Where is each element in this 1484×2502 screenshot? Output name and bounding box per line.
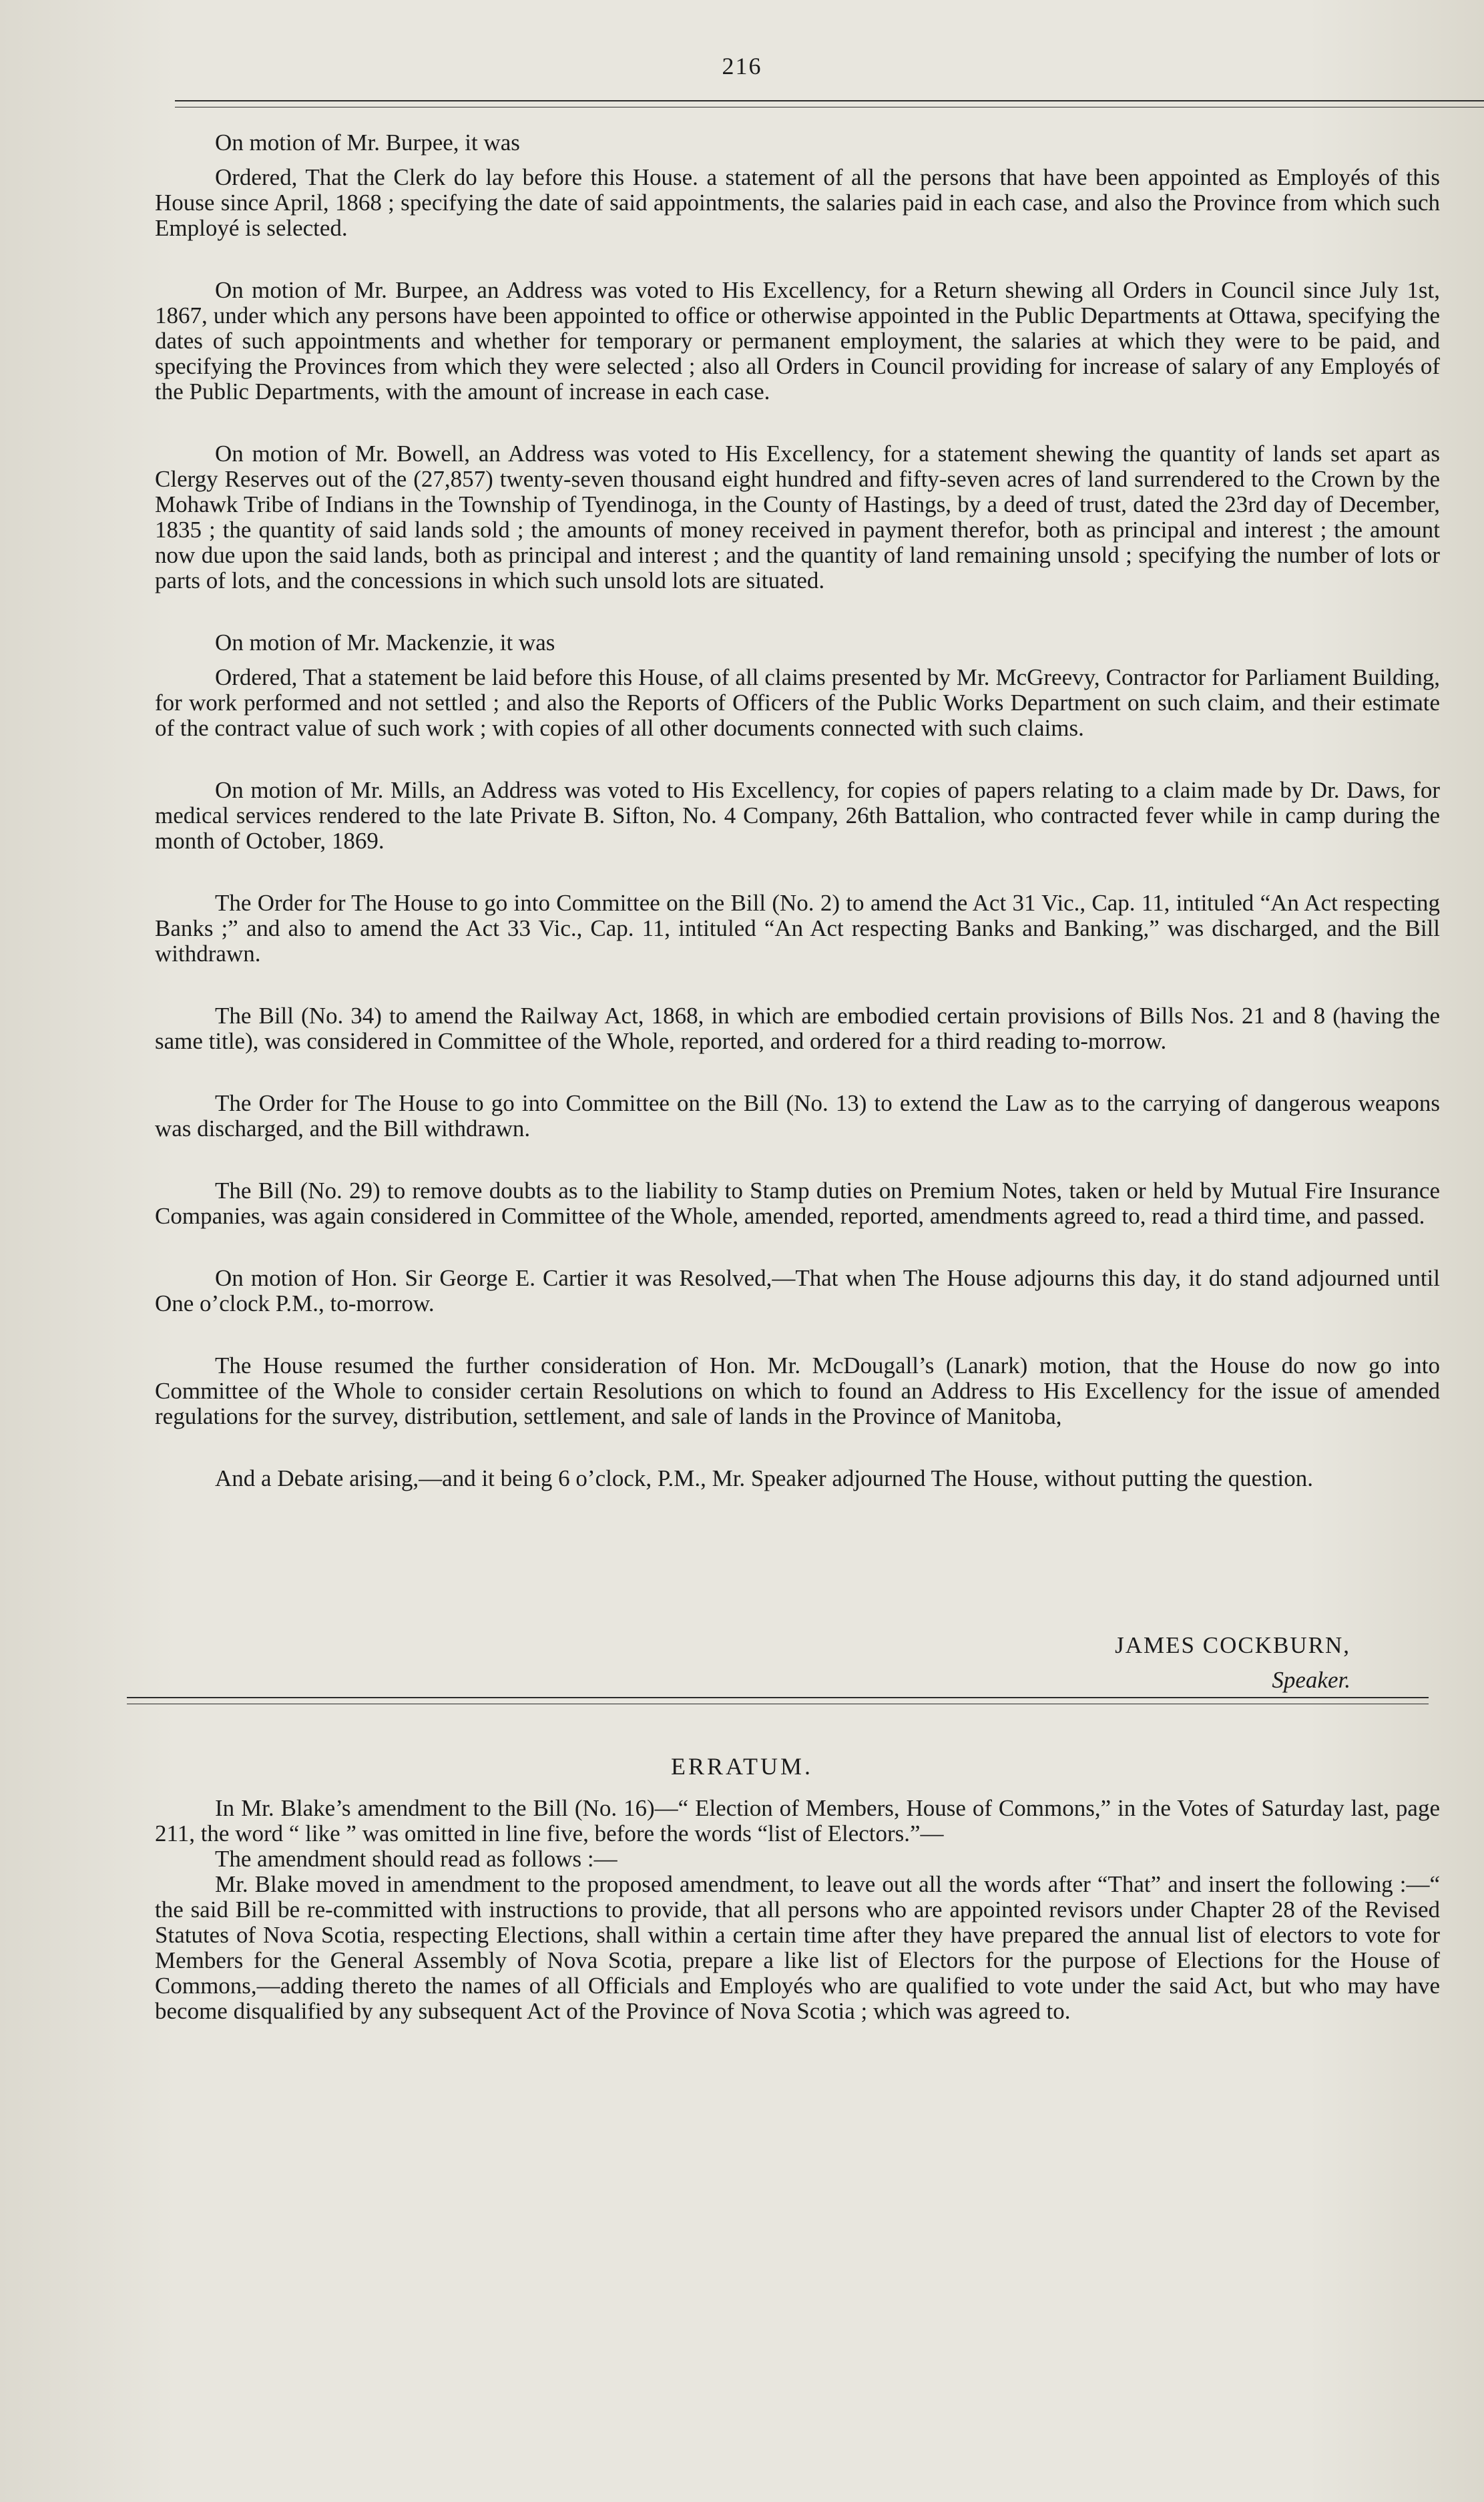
erratum-body <box>155 1796 1440 2024</box>
erratum-title: ERRATUM. <box>670 1753 814 1780</box>
bill-paragraph: The Order for The House to go into Committee on the Bill (No. 13) to extend the Law as to the carrying of dangerous weapons was discharged, and the Bill withdrawn. <box>155 1090 1440 1142</box>
motion-paragraph: On motion of Mr. Mills, an Address was voted to His Excellency, for copies of papers relating to a claim made by Dr. Daws, for medical services rendered to the late Private B. Sifton, No. 4 Company, 26th Battalion, who contracted fever while in camp during the month of October, 1869. <box>155 777 1440 854</box>
signature-name: JAMES COCKBURN, <box>1115 1632 1350 1658</box>
order-paragraph: Ordered, That the Clerk do lay before this House. a statement of all the persons that have been appointed as Employés of this House since April, 1868 ; specifying the date of said appointments, the salaries paid in each case, and also the Province from which such Employé is selected. <box>155 164 1440 241</box>
bill-paragraph: The Bill (No. 29) to remove doubts as to the liability to Stamp duties on Premium Notes, taken or held by Mutual Fire Insurance Companies, was again considered in Committee of the Whole, amended, reported, amendments agreed to, read a third time, and passed. <box>155 1178 1440 1229</box>
motion-paragraph: On motion of Mr. Burpee, it was <box>215 130 520 156</box>
motion-paragraph: On motion of Mr. Mackenzie, it was <box>215 630 555 656</box>
order-paragraph: Ordered, That a statement be laid before this House, of all claims presented by Mr. McGreevy, Contractor for Parliament Building, for work performed and not settled ; and also the Reports of Officers of the Public Works Department on such claim, and their estimate of the contract value of such work ; with copies of all other documents connected with such claims. <box>155 664 1440 741</box>
page-number: 216 <box>722 53 762 79</box>
bill-paragraph: The Order for The House to go into Committee on the Bill (No. 2) to amend the Act 31 Vic., Cap. 11, intituled “An Act respecting Banks ;” and also to amend the Act 33 Vic., Cap. 11, intituled “An Act respecting Banks and Banking,” was discharged, and the Bill withdrawn. <box>155 890 1440 967</box>
header-rule-top <box>175 100 1484 101</box>
signature-title: Speaker. <box>1272 1667 1350 1693</box>
erratum-paragraph: The amendment should read as follows :— <box>215 1846 617 1872</box>
adjournment-paragraph: And a Debate arising,—and it being 6 o’clock, P.M., Mr. Speaker adjourned The House, without putting the question. <box>215 1465 1314 1491</box>
erratum-rule-top <box>127 1697 1429 1698</box>
erratum-paragraph: In Mr. Blake’s amendment to the Bill (No. 16)—“ Election of Members, House of Commons,” in the Votes of Saturday last, page 211, the word “ like ” was omitted in line five, before the words “list of Electors.”— <box>155 1795 1440 1846</box>
debate-paragraph: The House resumed the further consideration of Hon. Mr. McDougall’s (Lanark) motion, that the House do now go into Committee of the Whole to consider certain Resolutions on which to found an Address to His Excellency for the issue of amended regulations for the survey, distribution, settlement, and sale of lands in the Province of Manitoba, <box>155 1352 1440 1429</box>
resolution-paragraph: On motion of Hon. Sir George E. Cartier it was Resolved,—That when The House adjourns this day, it do stand adjourned until One o’clock P.M., to-morrow. <box>155 1265 1440 1316</box>
motion-paragraph: On motion of Mr. Bowell, an Address was voted to His Excellency, for a statement shewing the quantity of lands set apart as Clergy Reserves out of the (27,857) twenty-seven thousand eight hundred and fifty-seven acres of land surrendered to the Crown by the Mohawk Tribe of Indians in the Township of Tyendinoga, in the County of Hastings, by a deed of trust, dated the 23rd day of December, 1835 ; the quantity of said lands sold ; the amounts of money received in payment therefor, both as principal and interest ; the amount now due upon the said lands, both as principal and interest ; and the quantity of land remaining unsold ; specifying the number of lots or parts of lots, and the concessions in which such unsold lots are situated. <box>155 441 1440 593</box>
motion-paragraph: On motion of Mr. Burpee, an Address was voted to His Excellency, for a Return shewing all Orders in Council since July 1st, 1867, under which any persons have been appointed to office or otherwise appointed in the Public Departments at Ottawa, specifying the dates of such appointments and whether for temporary or permanent employment, the salaries at which they were to be paid, and specifying the Provinces from which they were selected ; also all Orders in Council providing for increase of salary of any Employés of the Public Departments, with the amount of increase in each case. <box>155 277 1440 405</box>
votes-body <box>155 130 1440 1491</box>
bill-paragraph: The Bill (No. 34) to amend the Railway Act, 1868, in which are embodied certain provisions of Bills Nos. 21 and 8 (having the same title), was considered in Committee of the Whole, reported, and ordered for a third reading to-morrow. <box>155 1003 1440 1054</box>
erratum-paragraph: Mr. Blake moved in amendment to the proposed amendment, to leave out all the words after “That” and insert the following :—“ the said Bill be re-committed with instructions to provide, that all persons who are appointed revisors under Chapter 28 of the Revised Statutes of Nova Scotia, respecting Elections, shall within a certain time after they have prepared the annual list of electors to vote for Members for the General Assembly of Nova Scotia, prepare a like list of Electors for the purpose of Elections for the House of Commons,—adding thereto the names of all Officials and Employés who are qualified to vote under the said Act, but who may have become disqualified by any subsequent Act of the Province of Nova Scotia ; which was agreed to. <box>155 1871 1440 2024</box>
